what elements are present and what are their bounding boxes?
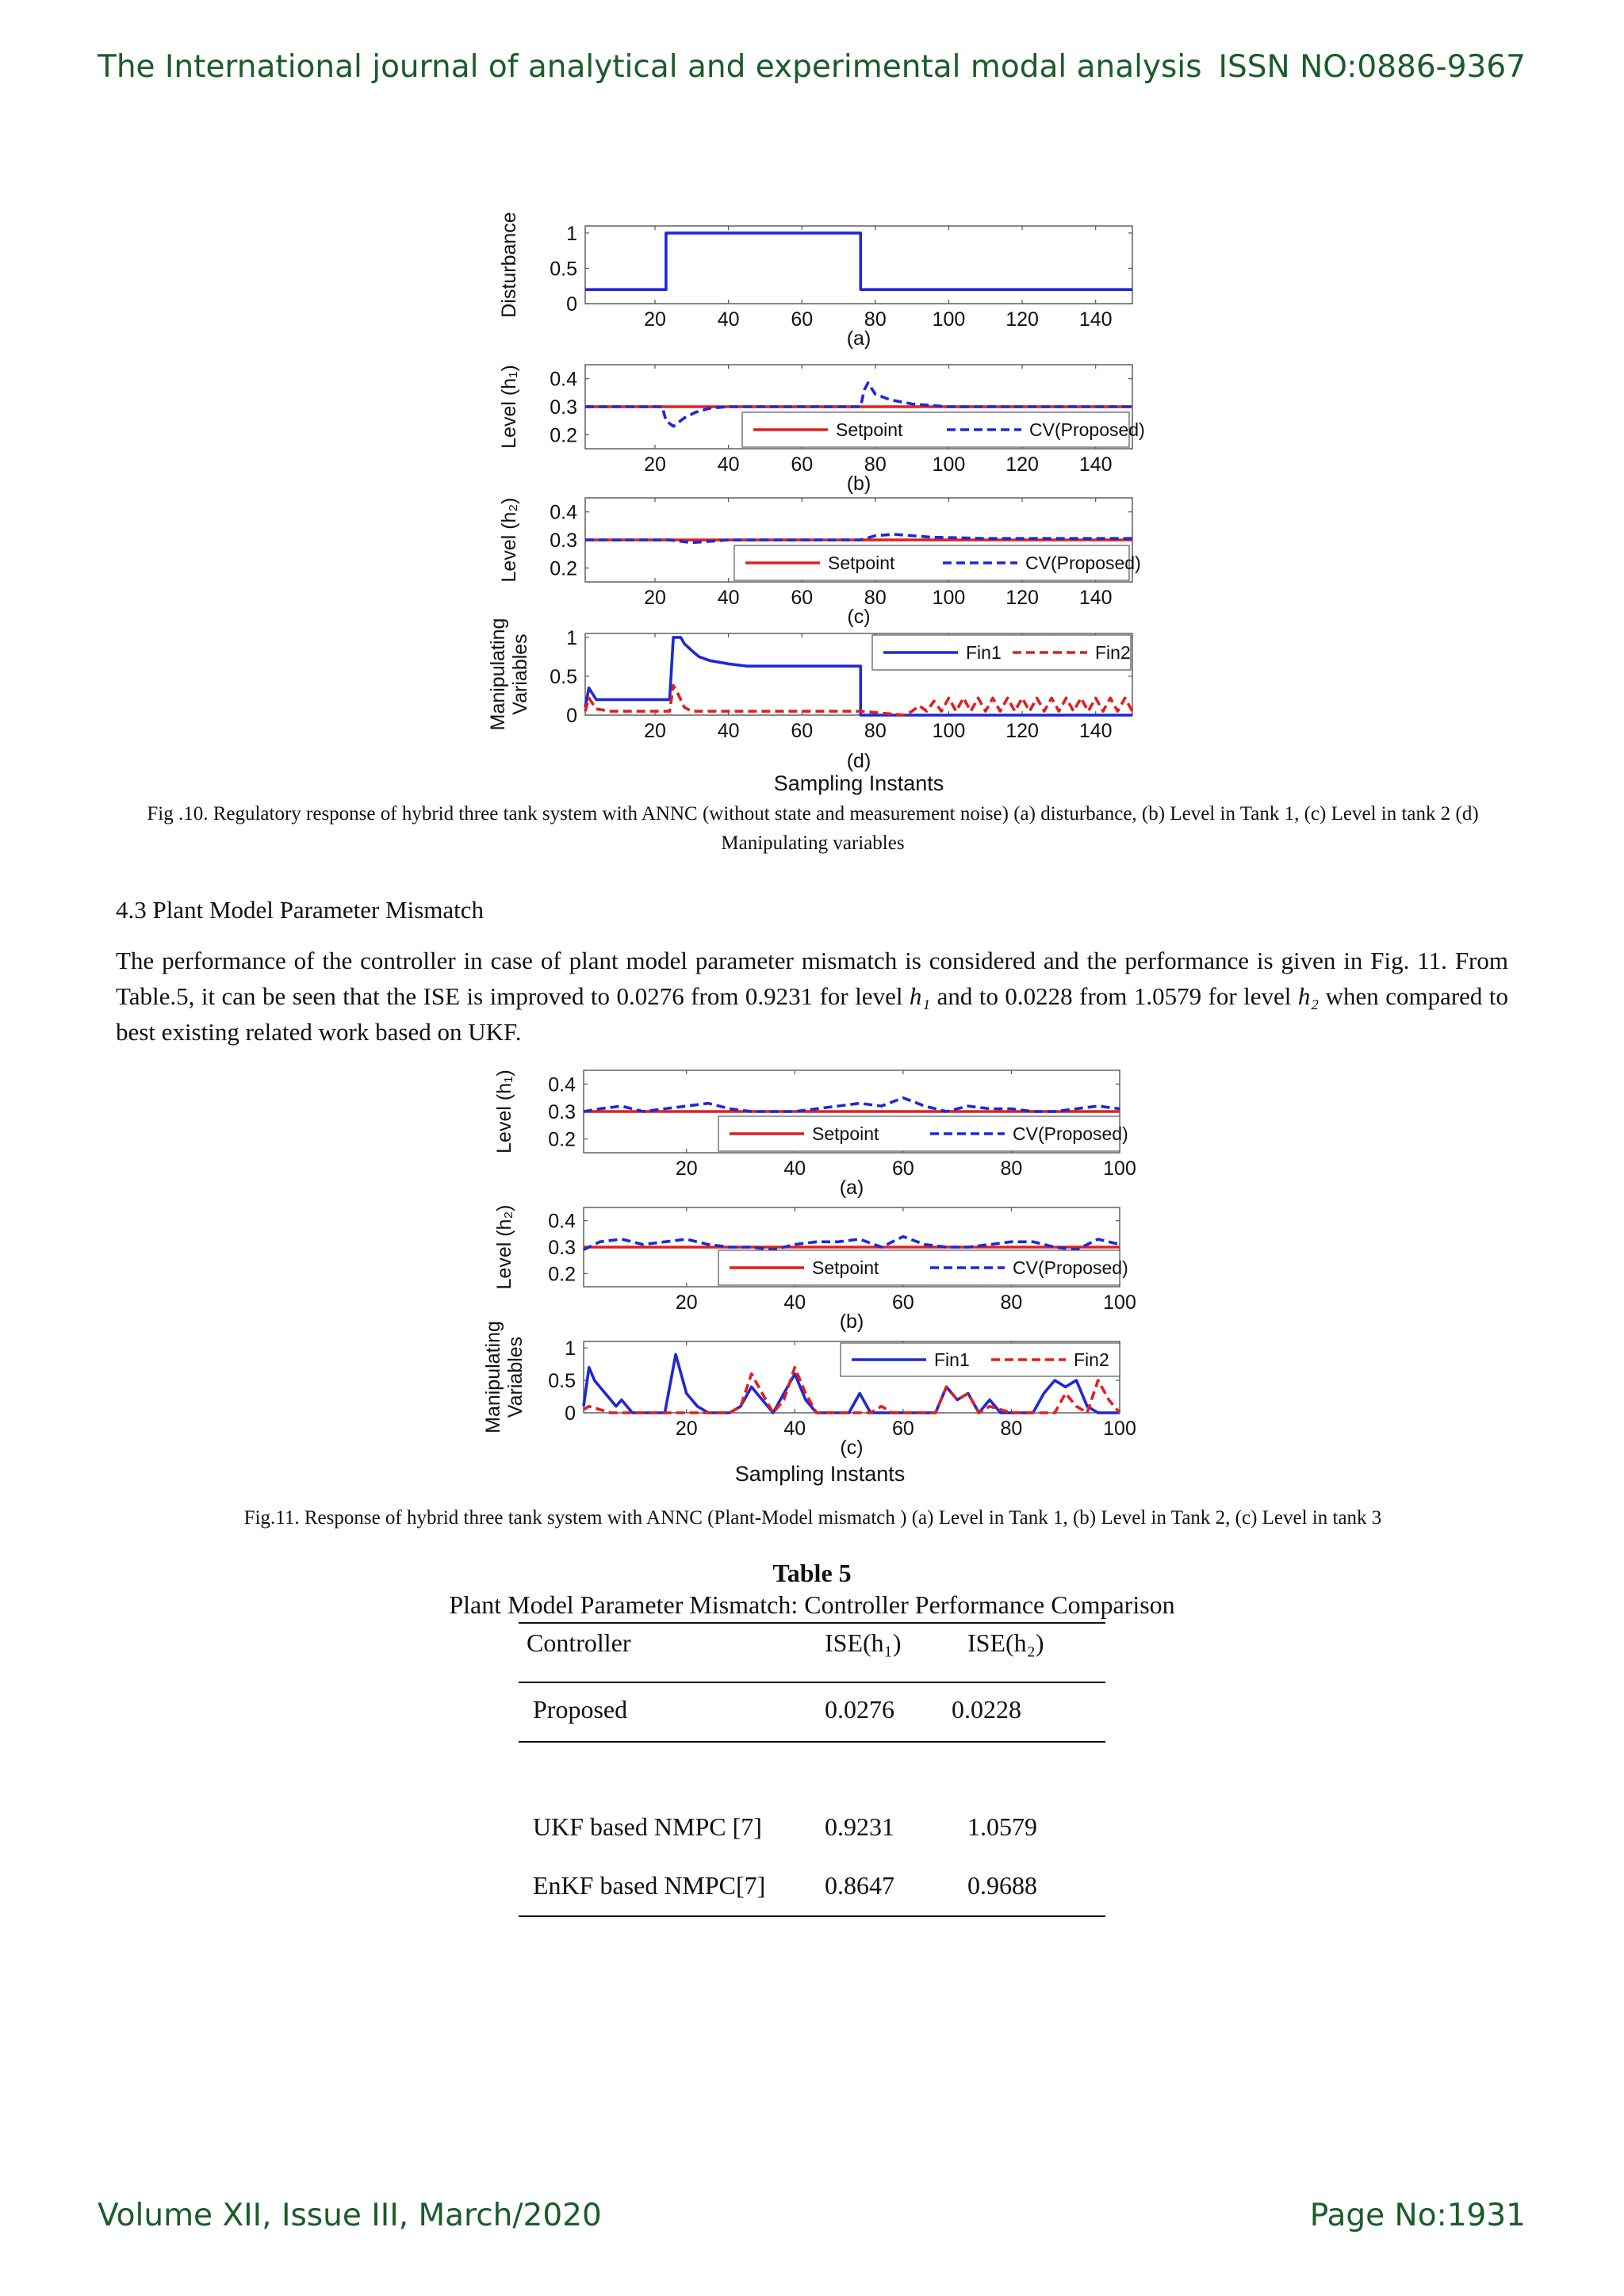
legend bbox=[718, 1250, 1128, 1285]
legend-label: Setpoint bbox=[836, 419, 903, 440]
header-ise-h2: ISE(h₂) bbox=[967, 1628, 1044, 1657]
x-tick-label: 100 bbox=[932, 308, 966, 331]
y-tick-label: 0.4 bbox=[550, 368, 577, 391]
y-tick-label: 0.2 bbox=[548, 1263, 576, 1286]
x-tick-label: 120 bbox=[1005, 453, 1039, 476]
legend-label: Fin2 bbox=[1074, 1349, 1109, 1370]
legend bbox=[872, 635, 1131, 670]
cell-ise-h1: 0.8647 bbox=[825, 1871, 894, 1900]
legend-label: Fin1 bbox=[934, 1349, 970, 1370]
x-tick-label: 40 bbox=[783, 1292, 806, 1314]
y-tick-label: 0.3 bbox=[550, 530, 577, 552]
y-axis-label: Manipulating bbox=[482, 1321, 504, 1433]
series-line-cv-proposed- bbox=[584, 1098, 1120, 1112]
table-title: Plant Model Parameter Mismatch: Controller Performance Comparison bbox=[449, 1590, 1175, 1619]
legend bbox=[734, 545, 1141, 580]
table-mid-rule bbox=[519, 1741, 1105, 1743]
legend-label: Fin2 bbox=[1095, 642, 1131, 663]
y-tick-label: 0.3 bbox=[548, 1101, 576, 1123]
legend bbox=[718, 1116, 1128, 1151]
x-tick-label: 20 bbox=[644, 308, 666, 331]
table-row bbox=[519, 1871, 1105, 1919]
cell-ise-h1: 0.9231 bbox=[825, 1812, 894, 1841]
figure-11-caption: Fig.11. Response of hybrid three tank system with ANNC (Plant-Model mismatch ) (a) Level in Tank 1, (b) Level in Tank 2, (c) Level in tank 3 bbox=[243, 1507, 1382, 1529]
y-axis-label: Level (h₂) bbox=[493, 1204, 515, 1290]
journal-title: The International journal of analytical and experimental modal analysis bbox=[98, 49, 1202, 85]
figure-10 bbox=[476, 202, 1158, 801]
x-tick-label: 80 bbox=[864, 587, 887, 609]
legend-label: Setpoint bbox=[828, 553, 895, 573]
x-tick-label: 40 bbox=[783, 1158, 806, 1180]
cell-ise-h2: 0.9688 bbox=[967, 1871, 1037, 1900]
x-tick-label: 20 bbox=[644, 587, 666, 609]
x-tick-label: 60 bbox=[891, 1292, 914, 1314]
x-tick-label: 80 bbox=[1000, 1418, 1023, 1440]
y-tick-label: 0 bbox=[566, 705, 577, 727]
cell-controller: Proposed bbox=[533, 1695, 628, 1724]
x-tick-label: 60 bbox=[791, 453, 814, 476]
table-bottom-rule bbox=[519, 1915, 1105, 1917]
table-row bbox=[519, 1812, 1105, 1860]
y-tick-label: 0 bbox=[565, 1402, 576, 1425]
y-axis-label: Disturbance bbox=[498, 212, 520, 318]
panel-label: (d) bbox=[846, 750, 871, 772]
figure-11 bbox=[476, 1062, 1158, 1490]
panel-label: (b) bbox=[846, 473, 871, 495]
y-tick-label: 0.3 bbox=[550, 396, 577, 419]
y-tick-label: 0.2 bbox=[548, 1128, 576, 1151]
cell-controller: EnKF based NMPC[7] bbox=[533, 1871, 766, 1900]
x-tick-label: 80 bbox=[864, 453, 887, 476]
x-tick-label: 60 bbox=[891, 1158, 914, 1180]
legend-label: CV(Proposed) bbox=[1013, 1123, 1128, 1144]
y-tick-label: 0 bbox=[566, 293, 577, 316]
series-line-disturbance bbox=[585, 233, 1132, 289]
paragraph-text: and to 0.0228 from 1.0579 for level bbox=[930, 982, 1298, 1010]
x-tick-label: 140 bbox=[1078, 587, 1113, 609]
figure-10-caption: Fig .10. Regulatory response of hybrid three tank system with ANNC (without state and measurement noise) (a) disturbance, (b) Level in Tank 1, (c) Level in tank 2 (d) Manipulating variables bbox=[147, 803, 1479, 854]
x-tick-label: 40 bbox=[717, 308, 740, 331]
variable-symbol: h₂ bbox=[1297, 982, 1320, 1010]
x-tick-label: 80 bbox=[1000, 1158, 1023, 1180]
y-tick-label: 0.4 bbox=[548, 1073, 576, 1096]
x-tick-label: 40 bbox=[783, 1418, 806, 1440]
series-line-cv-proposed- bbox=[585, 534, 1132, 543]
x-tick-label: 60 bbox=[791, 720, 814, 742]
legend-label: CV(Proposed) bbox=[1029, 419, 1145, 440]
chart-panel-a bbox=[498, 212, 1132, 350]
y-tick-label: 0.2 bbox=[550, 424, 577, 447]
x-tick-label: 100 bbox=[1103, 1418, 1136, 1440]
x-tick-label: 100 bbox=[1103, 1158, 1136, 1180]
chart-panel-b bbox=[493, 1205, 1136, 1333]
y-tick-label: 1 bbox=[565, 1337, 576, 1360]
x-tick-label: 100 bbox=[932, 587, 966, 609]
x-tick-label: 20 bbox=[644, 720, 666, 742]
cell-ise-h2: 1.0579 bbox=[967, 1812, 1037, 1841]
paragraph-text: The performance of the controller in case of plant model parameter mismatch is considered and the performance is given in Fig. 11. From Table.5, it can be seen that the ISE is improved to 0.0276 from 0.9231 for level bbox=[116, 947, 1508, 1010]
chart-panel-d bbox=[487, 618, 1132, 772]
legend-label: CV(Proposed) bbox=[1013, 1257, 1128, 1278]
x-tick-label: 140 bbox=[1078, 453, 1113, 476]
paragraph-text: when compared to best existing related work based on UKF. bbox=[116, 982, 1508, 1046]
y-tick-label: 1 bbox=[566, 626, 577, 649]
y-axis-label: Level (h₁) bbox=[493, 1070, 515, 1154]
x-tick-label: 120 bbox=[1005, 587, 1039, 609]
x-axis-label: Sampling Instants bbox=[734, 1462, 906, 1486]
legend bbox=[841, 1343, 1120, 1376]
y-tick-label: 0.4 bbox=[550, 501, 577, 524]
table-row bbox=[519, 1695, 1105, 1743]
y-axis-label: Level (h₂) bbox=[498, 497, 520, 583]
variable-symbol: h₁ bbox=[909, 982, 931, 1010]
section-heading: 4.3 Plant Model Parameter Mismatch bbox=[116, 896, 485, 924]
y-tick-label: 0.5 bbox=[548, 1370, 576, 1393]
x-tick-label: 80 bbox=[864, 308, 887, 331]
x-tick-label: 140 bbox=[1078, 720, 1113, 742]
x-tick-label: 20 bbox=[675, 1418, 698, 1440]
chart-panel-b bbox=[498, 365, 1145, 495]
y-axis-label: Variables bbox=[504, 1336, 527, 1418]
x-tick-label: 60 bbox=[791, 587, 814, 609]
panel-label: (c) bbox=[847, 606, 871, 628]
y-tick-label: 0.2 bbox=[550, 557, 577, 580]
x-tick-label: 80 bbox=[1000, 1292, 1023, 1314]
y-tick-label: 0.5 bbox=[550, 665, 577, 688]
chart-panel-c bbox=[482, 1321, 1136, 1459]
footer-volume: Volume XII, Issue III, March/2020 bbox=[98, 2198, 602, 2233]
table-top-rule bbox=[519, 1622, 1105, 1624]
y-axis-label: Level (h₁) bbox=[498, 365, 520, 449]
panel-label: (a) bbox=[846, 327, 871, 350]
panel-label: (c) bbox=[840, 1437, 864, 1459]
table-header-rule bbox=[519, 1682, 1105, 1683]
cell-ise-h1: 0.0276 bbox=[825, 1695, 894, 1724]
x-tick-label: 60 bbox=[791, 308, 814, 331]
y-axis-label: Manipulating bbox=[487, 618, 509, 731]
y-tick-label: 0.5 bbox=[550, 258, 577, 281]
legend-label: Setpoint bbox=[812, 1123, 879, 1144]
x-tick-label: 60 bbox=[891, 1418, 914, 1440]
header-ise-h1: ISE(h₁) bbox=[825, 1628, 902, 1657]
chart-panel-a bbox=[493, 1070, 1136, 1199]
x-tick-label: 40 bbox=[717, 720, 740, 742]
x-axis-label: Sampling Instants bbox=[773, 771, 944, 795]
x-tick-label: 20 bbox=[675, 1158, 698, 1180]
legend-label: Setpoint bbox=[812, 1257, 879, 1278]
panel-label: (b) bbox=[839, 1311, 864, 1333]
panel-label: (a) bbox=[839, 1177, 864, 1199]
legend-label: CV(Proposed) bbox=[1025, 553, 1141, 573]
x-tick-label: 40 bbox=[717, 587, 740, 609]
x-tick-label: 20 bbox=[644, 453, 666, 476]
chart-panel-c bbox=[498, 498, 1141, 628]
section-paragraph bbox=[116, 943, 1508, 1050]
cell-ise-h2: 0.0228 bbox=[952, 1695, 1021, 1724]
x-tick-label: 40 bbox=[717, 453, 740, 476]
header-controller: Controller bbox=[527, 1628, 631, 1657]
cell-controller: UKF based NMPC [7] bbox=[533, 1812, 762, 1841]
legend bbox=[742, 412, 1145, 447]
y-tick-label: 1 bbox=[566, 222, 577, 245]
table-header-row bbox=[519, 1628, 1105, 1676]
x-tick-label: 20 bbox=[675, 1292, 698, 1314]
footer-page: Page No:1931 bbox=[1309, 2198, 1526, 2233]
x-tick-label: 120 bbox=[1005, 720, 1039, 742]
table-number: Table 5 bbox=[772, 1559, 852, 1587]
y-axis-label: Variables bbox=[509, 633, 531, 715]
x-tick-label: 100 bbox=[932, 720, 966, 742]
issn-number: ISSN NO:0886-9367 bbox=[1218, 49, 1526, 85]
x-tick-label: 100 bbox=[1103, 1292, 1136, 1314]
x-tick-label: 80 bbox=[864, 720, 887, 742]
x-tick-label: 140 bbox=[1078, 308, 1113, 331]
y-tick-label: 0.4 bbox=[548, 1210, 576, 1233]
legend-label: Fin1 bbox=[966, 642, 1002, 663]
y-tick-label: 0.3 bbox=[548, 1237, 576, 1259]
x-tick-label: 120 bbox=[1005, 308, 1039, 331]
x-tick-label: 100 bbox=[932, 453, 966, 476]
